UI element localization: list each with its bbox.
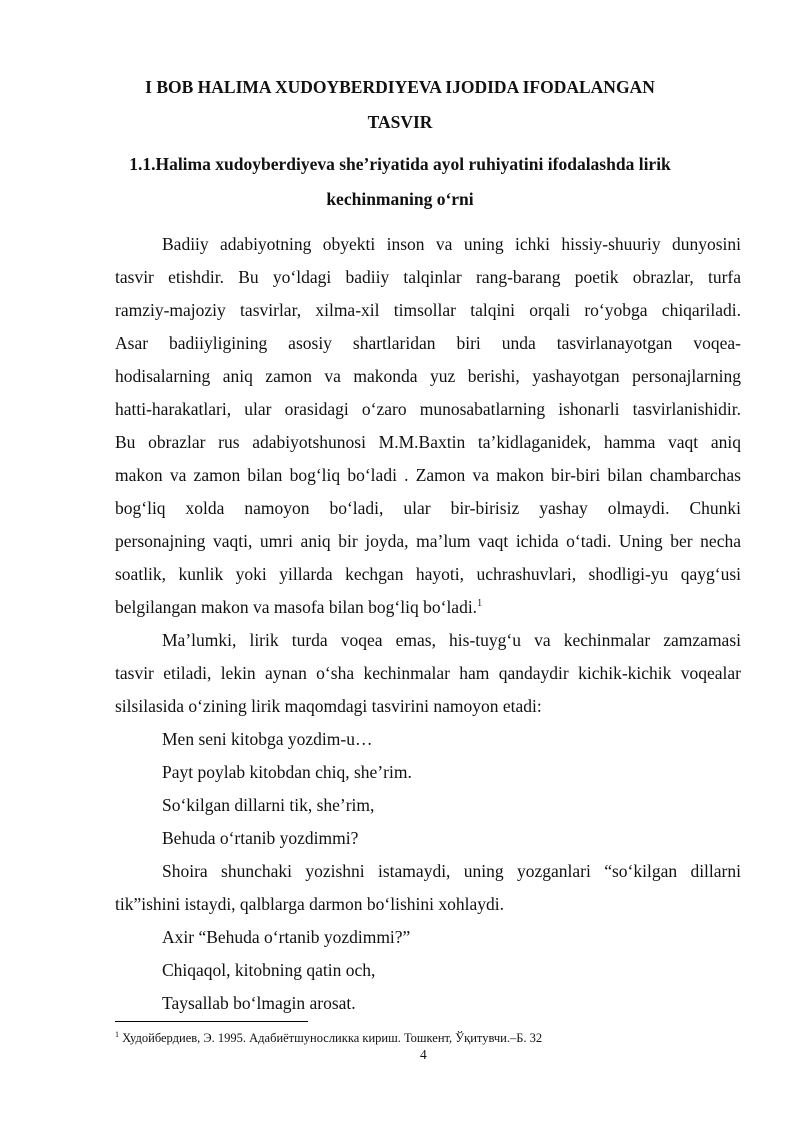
paragraph-3-line: tik”ishini istaydi, qalblarga darmon bo‘lishini xohlaydi. <box>115 894 504 914</box>
paragraph-1-line: hodisalarning aniq zamon va makonda yuz berishi, yashayotgan personajlarning <box>115 366 741 386</box>
paragraph-3-line: Shoira shunchaki yozishni istamaydi, uning yozganlari “so‘kilgan dillarni <box>162 861 741 881</box>
paragraph-1-line: hatti-harakatlari, ular orasidagi o‘zaro munosabatlarning ishonarli tasvirlanishidir. <box>115 399 741 419</box>
poem-line: Axir “Behuda o‘rtanib yozdimmi?” <box>162 927 411 947</box>
poem-line: Taysallab bo‘lmagin arosat. <box>162 993 356 1013</box>
paragraph-1-line: makon va zamon bilan bog‘liq bo‘ladi . Zamon va makon bir-biri bilan chambarchas <box>115 465 741 485</box>
section-title-line-2: kechinmaning o‘rni <box>326 189 474 209</box>
paragraph-2-line: silsilasida o‘zining lirik maqomdagi tasvirini namoyon etadi: <box>115 696 542 716</box>
paragraph-2-line: Ma’lumki, lirik turda voqea emas, his-tuyg‘u va kechinmalar zamzamasi <box>162 630 741 650</box>
poem-line: Payt poylab kitobdan chiq, she’rim. <box>162 762 412 782</box>
paragraph-1-line: ramziy-majoziy tasvirlar, xilma-xil timsollar talqini orqali ro‘yobga chiqariladi. <box>115 300 741 320</box>
paragraph-1-line: Badiiy adabiyotning obyekti inson va uning ichki hissiy-shuuriy dunyosini <box>162 234 741 254</box>
footnote-number: 1 <box>115 1029 119 1039</box>
poem-line: So‘kilgan dillarni tik, she’rim, <box>162 795 375 815</box>
chapter-title-line-2: TASVIR <box>367 112 433 132</box>
paragraph-2-line: tasvir etiladi, lekin aynan o‘sha kechinmalar ham qandaydir kichik-kichik voqealar <box>115 663 741 683</box>
footnote-separator <box>115 1021 308 1022</box>
footnote-reference[interactable]: 1 <box>477 598 483 610</box>
paragraph-1-line-text: belgilangan makon va masofa bilan bog‘liq bo‘ladi. <box>115 597 478 617</box>
paragraph-1-line: personajning vaqti, umri aniq bir joyda, ma’lum vaqt ichida o‘tadi. Uning ber necha <box>115 531 741 551</box>
poem-line: Men seni kitobga yozdim-u… <box>162 729 373 749</box>
poem-line: Behuda o‘rtanib yozdimmi? <box>162 828 359 848</box>
footnote <box>115 1030 542 1046</box>
chapter-title-line-1: I BOB HALIMA XUDOYBERDIYEVA IJODIDA IFODALANGAN <box>145 77 655 97</box>
footnote-text: Худойбердиев, Э. 1995. Адабиётшуносликка кириш. Тошкент, Ўқитувчи.–Б. 32 <box>122 1031 543 1045</box>
page-number: 4 <box>420 1047 427 1062</box>
paragraph-1-line: Bu obrazlar rus adabiyotshunosi M.M.Baxtin ta’kidlaganidek, hamma vaqt aniq <box>115 432 741 452</box>
section-title-line-1: 1.1.Halima xudoyberdiyeva she’riyatida ayol ruhiyatini ifodalashda lirik <box>129 154 671 174</box>
paragraph-1-line: soatlik, kunlik yoki yillarda kechgan hayoti, uchrashuvlari, shodligi-yu qayg‘usi <box>115 564 741 584</box>
paragraph-1-last-line <box>115 591 741 623</box>
paragraph-1-line: tasvir etishdir. Bu yo‘ldagi badiiy talqinlar rang-barang poetik obrazlar, turfa <box>115 267 741 287</box>
paragraph-1-line: bog‘liq xolda namoyon bo‘ladi, ular bir-birisiz yashay olmaydi. Chunki <box>115 498 741 518</box>
paragraph-1-line: Asar badiiyligining asosiy shartlaridan biri unda tasvirlanayotgan voqea- <box>115 333 741 353</box>
poem-line: Chiqaqol, kitobning qatin och, <box>162 960 376 980</box>
